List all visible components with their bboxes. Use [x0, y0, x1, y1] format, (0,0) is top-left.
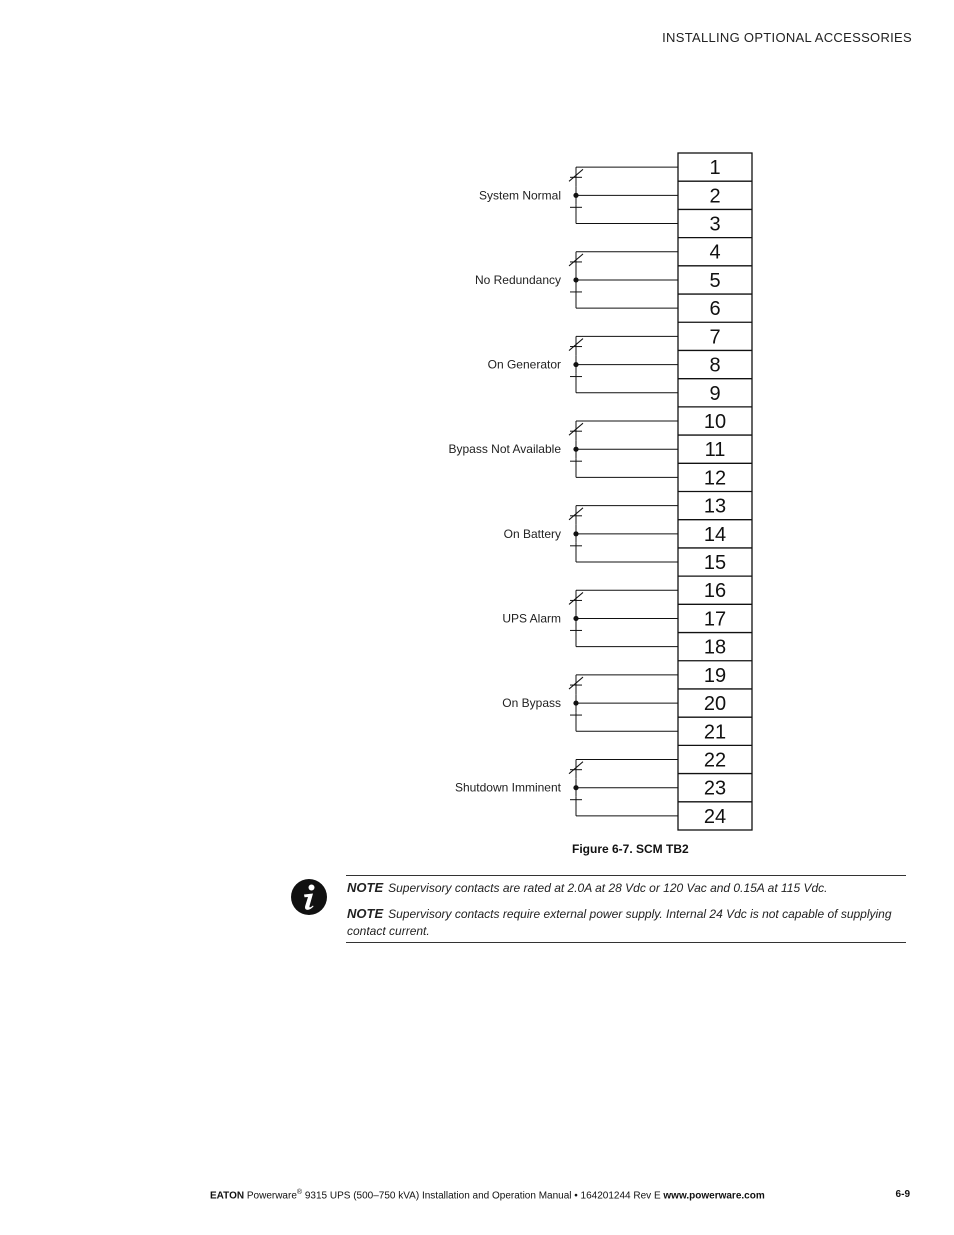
relay-contact — [569, 675, 678, 731]
terminal-number: 20 — [703, 693, 727, 716]
note-keyword: NOTE — [347, 880, 384, 895]
terminal-number: 4 — [709, 241, 721, 264]
terminal-number: 1 — [709, 157, 721, 180]
junction-dot — [573, 277, 578, 282]
note-item — [347, 905, 902, 940]
page-number: 6-9 — [895, 1189, 910, 1200]
contact-label: UPS Alarm — [502, 611, 561, 626]
relay-contact — [569, 590, 678, 646]
terminal-number: 7 — [709, 326, 721, 349]
relay-contact — [569, 759, 678, 815]
contact-label: Shutdown Imminent — [454, 780, 561, 795]
contact-wiring — [569, 167, 678, 816]
terminal-number: 6 — [709, 298, 721, 321]
junction-dot — [573, 531, 578, 536]
contact-label: Bypass Not Available — [448, 442, 561, 457]
footer-product: Powerware — [246, 1190, 297, 1202]
terminal-number: 9 — [709, 382, 721, 405]
relay-contact — [569, 421, 678, 477]
junction-dot — [573, 447, 578, 452]
footer-reg-mark: ® — [296, 1189, 303, 1196]
relay-contact — [569, 506, 678, 562]
relay-contact — [569, 252, 678, 308]
notes-box — [346, 875, 906, 943]
relay-contact — [569, 336, 678, 392]
note-text: Supervisory contacts are rated at 2.0A at 28 Vdc or 120 Vac and 0.15A at 115 Vdc. — [388, 881, 828, 895]
terminal-number: 11 — [704, 439, 726, 462]
figure-caption: Figure 6-7. SCM TB2 — [572, 842, 689, 856]
relay-contact — [569, 167, 678, 223]
junction-dot — [573, 700, 578, 705]
junction-dot — [573, 193, 578, 198]
section-header: INSTALLING OPTIONAL ACCESSORIES — [662, 30, 912, 45]
contact-label: On Bypass — [502, 696, 561, 711]
note-text: Supervisory contacts require external power supply. Internal 24 Vdc is not capable of supplying contact current. — [347, 907, 892, 938]
contact-label: On Generator — [487, 357, 561, 372]
terminal-number: 3 — [709, 213, 721, 236]
terminal-strip — [678, 153, 752, 830]
contact-labels — [448, 188, 561, 794]
terminal-number: 23 — [703, 777, 727, 800]
terminal-number: 18 — [703, 636, 727, 659]
contact-label: No Redundancy — [474, 272, 561, 287]
terminal-number: 2 — [709, 185, 721, 208]
footer-url: www.powerware.com — [663, 1190, 765, 1202]
terminal-number: 8 — [709, 354, 721, 377]
terminal-number: 17 — [703, 608, 727, 631]
note-item — [347, 879, 902, 897]
junction-dot — [573, 616, 578, 621]
junction-dot — [573, 785, 578, 790]
junction-dot — [573, 362, 578, 367]
terminal-number: 12 — [703, 467, 727, 490]
contact-label: On Battery — [503, 526, 561, 541]
info-icon — [290, 878, 328, 916]
terminal-number: 19 — [703, 664, 727, 687]
terminal-number: 15 — [703, 552, 727, 575]
note-keyword: NOTE — [347, 906, 384, 921]
terminal-number: 5 — [709, 269, 721, 292]
terminal-number: 10 — [703, 410, 727, 433]
terminal-number: 16 — [703, 580, 727, 603]
contact-label: System Normal — [478, 188, 561, 203]
page-footer — [210, 1189, 910, 1201]
terminal-number: 24 — [703, 805, 727, 828]
terminal-number: 14 — [703, 523, 727, 546]
footer-doc-title: 9315 UPS (500–750 kVA) Installation and Operation Manual • 164201244 Rev E — [302, 1190, 664, 1202]
footer-brand: EATON — [210, 1190, 245, 1202]
terminal-number: 13 — [703, 495, 727, 518]
terminal-number: 21 — [703, 721, 727, 744]
terminal-number: 22 — [703, 749, 727, 772]
